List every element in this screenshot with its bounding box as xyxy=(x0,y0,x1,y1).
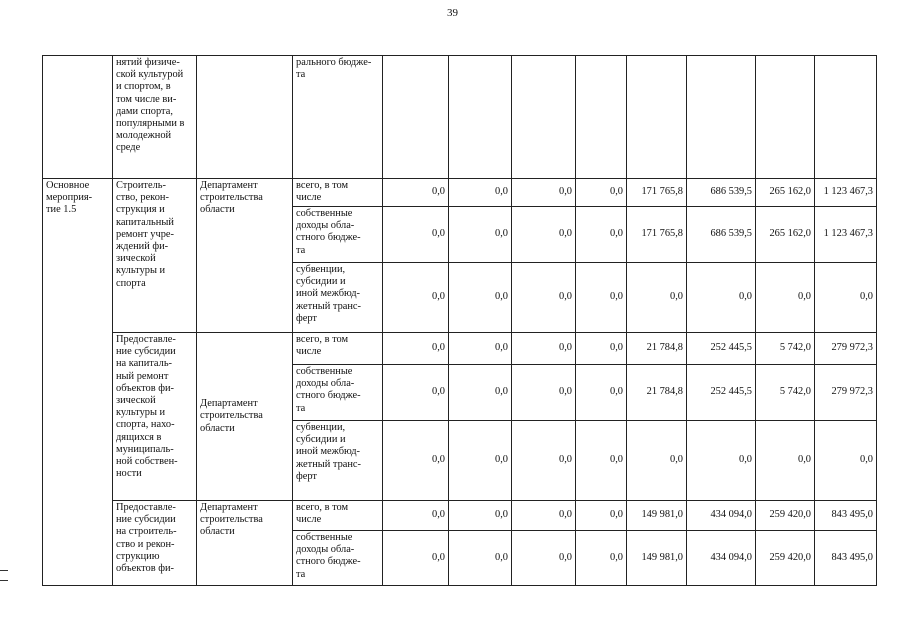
measure-label: Основное мероприя- тие 1.5 xyxy=(43,179,113,586)
value-cell: 0,0 xyxy=(512,531,576,586)
value-cell: 149 981,0 xyxy=(627,531,687,586)
value-cell: 279 972,3 xyxy=(815,365,877,421)
value-cell xyxy=(687,56,756,179)
value-cell: 0,0 xyxy=(383,531,449,586)
value-cell: 0,0 xyxy=(576,531,627,586)
value-cell: 0,0 xyxy=(756,421,815,501)
margin-mark xyxy=(0,580,8,581)
value-cell: 0,0 xyxy=(512,365,576,421)
value-cell xyxy=(756,56,815,179)
value-cell: 0,0 xyxy=(449,179,512,207)
value-cell xyxy=(449,56,512,179)
value-cell: 0,0 xyxy=(576,501,627,531)
value-cell: 252 445,5 xyxy=(687,333,756,365)
value-cell: 0,0 xyxy=(687,421,756,501)
value-cell xyxy=(627,56,687,179)
value-cell: 0,0 xyxy=(576,365,627,421)
value-cell: 0,0 xyxy=(815,421,877,501)
value-cell: 0,0 xyxy=(815,263,877,333)
value-cell: 265 162,0 xyxy=(756,179,815,207)
table-row xyxy=(43,333,877,365)
value-cell: 0,0 xyxy=(449,263,512,333)
value-cell: 686 539,5 xyxy=(687,207,756,263)
item-name: Предоставле- ние субсидии на капиталь- ный ремонт объектов фи- зической культуры и спорта, нахо- дящихся в муниципаль- ной собствен- ности xyxy=(113,333,197,501)
value-cell: 259 420,0 xyxy=(756,501,815,531)
value-cell: 686 539,5 xyxy=(687,179,756,207)
value-cell: 0,0 xyxy=(512,421,576,501)
value-cell xyxy=(512,56,576,179)
value-cell: 0,0 xyxy=(576,421,627,501)
item-executor: Департамент строительства области xyxy=(197,333,293,501)
value-cell: 5 742,0 xyxy=(756,365,815,421)
value-cell: 0,0 xyxy=(383,333,449,365)
value-cell: 0,0 xyxy=(512,333,576,365)
value-cell: 0,0 xyxy=(383,421,449,501)
value-cell: 0,0 xyxy=(383,207,449,263)
name-cell: нятий физиче- ской культурой и спортом, в том числе ви- дами спорта, популярными в молодежной среде xyxy=(113,56,197,179)
value-cell: 265 162,0 xyxy=(756,207,815,263)
value-cell: 171 765,8 xyxy=(627,207,687,263)
funding-source: субвенции, субсидии и иной межбюд- жетный транс- ферт xyxy=(293,263,383,333)
value-cell: 21 784,8 xyxy=(627,333,687,365)
label-cell xyxy=(43,56,113,179)
value-cell: 0,0 xyxy=(449,333,512,365)
value-cell xyxy=(576,56,627,179)
table-row xyxy=(43,179,877,207)
value-cell: 1 123 467,3 xyxy=(815,179,877,207)
budget-table xyxy=(42,55,877,586)
value-cell: 0,0 xyxy=(449,421,512,501)
value-cell: 0,0 xyxy=(627,421,687,501)
value-cell: 0,0 xyxy=(576,207,627,263)
value-cell xyxy=(383,56,449,179)
item-name: Строитель- ство, рекон- струкция и капитальный ремонт учре- ждений фи- зической культуры и спорта xyxy=(113,179,197,333)
value-cell: 0,0 xyxy=(449,365,512,421)
value-cell: 279 972,3 xyxy=(815,333,877,365)
value-cell: 149 981,0 xyxy=(627,501,687,531)
funding-source: всего, в том числе xyxy=(293,333,383,365)
value-cell: 0,0 xyxy=(512,501,576,531)
value-cell: 0,0 xyxy=(687,263,756,333)
item-executor: Департамент строительства области xyxy=(197,179,293,333)
item-executor: Департамент строительства области xyxy=(197,501,293,586)
value-cell: 171 765,8 xyxy=(627,179,687,207)
value-cell: 0,0 xyxy=(383,501,449,531)
value-cell: 5 742,0 xyxy=(756,333,815,365)
executor-cell xyxy=(197,56,293,179)
funding-source: собственные доходы обла- стного бюдже- та xyxy=(293,207,383,263)
margin-mark xyxy=(0,570,8,571)
value-cell: 0,0 xyxy=(627,263,687,333)
item-name: Предоставле- ние субсидии на строитель- ство и рекон- струкцию объектов фи- xyxy=(113,501,197,586)
table-body xyxy=(43,56,877,586)
value-cell: 0,0 xyxy=(576,333,627,365)
table-row xyxy=(43,56,877,179)
value-cell: 434 094,0 xyxy=(687,501,756,531)
value-cell: 0,0 xyxy=(512,179,576,207)
value-cell: 0,0 xyxy=(756,263,815,333)
value-cell: 21 784,8 xyxy=(627,365,687,421)
value-cell: 0,0 xyxy=(512,263,576,333)
table-row xyxy=(43,501,877,531)
value-cell: 0,0 xyxy=(449,531,512,586)
funding-source: субвенции, субсидии и иной межбюд- жетный транс- ферт xyxy=(293,421,383,501)
value-cell: 0,0 xyxy=(449,501,512,531)
value-cell: 0,0 xyxy=(576,263,627,333)
value-cell: 843 495,0 xyxy=(815,531,877,586)
funding-source: всего, в том числе xyxy=(293,179,383,207)
source-cell: рального бюдже- та xyxy=(293,56,383,179)
value-cell: 843 495,0 xyxy=(815,501,877,531)
value-cell: 0,0 xyxy=(576,179,627,207)
value-cell: 259 420,0 xyxy=(756,531,815,586)
funding-source: всего, в том числе xyxy=(293,501,383,531)
value-cell: 434 094,0 xyxy=(687,531,756,586)
value-cell: 0,0 xyxy=(383,365,449,421)
value-cell xyxy=(815,56,877,179)
funding-source: собственные доходы обла- стного бюдже- та xyxy=(293,365,383,421)
value-cell: 0,0 xyxy=(383,263,449,333)
value-cell: 252 445,5 xyxy=(687,365,756,421)
funding-source: собственные доходы обла- стного бюдже- та xyxy=(293,531,383,586)
value-cell: 0,0 xyxy=(449,207,512,263)
value-cell: 0,0 xyxy=(512,207,576,263)
page-number: 39 xyxy=(447,7,458,19)
value-cell: 1 123 467,3 xyxy=(815,207,877,263)
value-cell: 0,0 xyxy=(383,179,449,207)
